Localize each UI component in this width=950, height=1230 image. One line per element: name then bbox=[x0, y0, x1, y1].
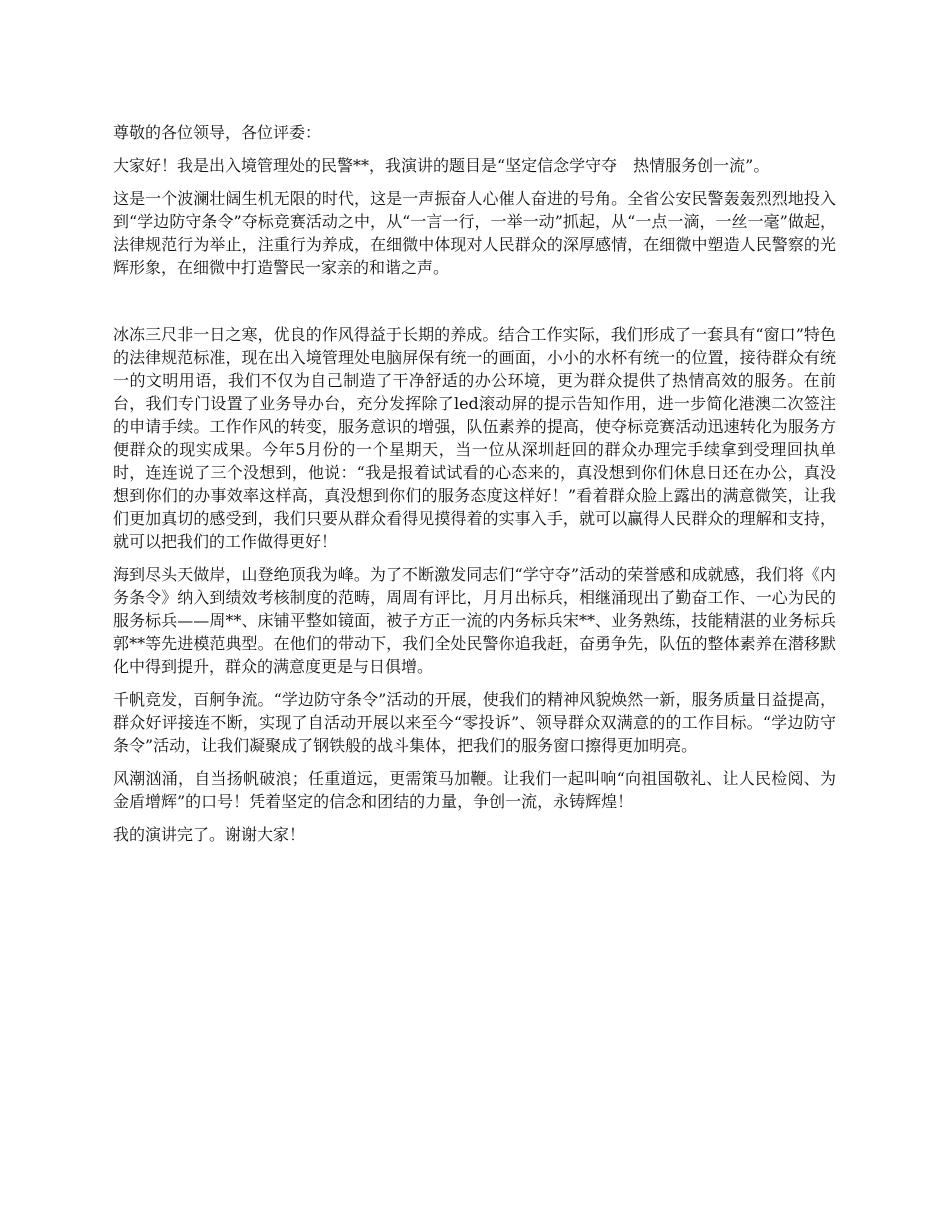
salutation-paragraph: 尊敬的各位领导，各位评委： bbox=[113, 123, 322, 142]
closing-paragraph: 我的演讲完了。谢谢大家！ bbox=[113, 825, 306, 844]
body-paragraph: 千帆竞发，百舸争流。“学边防守条令”活动的开展，使我们的精神风貌焕然一新，服务质量日益提高，群众好评接连不断，实现了自活动开展以来至今“零投诉”、领导群众双满意的的工作目标。“学边防守条令”活动，让我们凝聚成了钢铁般的战斗集体，把我们的服务窗口擦得更加明亮。 bbox=[113, 690, 836, 755]
body-paragraph: 海到尽头天做岸，山登绝顶我为峰。为了不断激发同志们“学守夺”活动的荣誉感和成就感，我们将《内务条令》纳入到绩效考核制度的范畴，周周有评比，月月出标兵，相继涌现出了勤奋工作、一心为民的服务标兵——周**、床铺平整如镜面，被子方正一流的内务标兵宋**、业务熟练，技能精湛的业务标兵郭**等先进模范典型。在他们的带动下，我们全处民警你追我赶，奋勇争先，队伍的整体素养在潜移默化中得到提升，群众的满意度更是与日俱增。 bbox=[113, 565, 836, 676]
body-paragraph: 这是一个波澜壮阔生机无限的时代，这是一声振奋人心催人奋进的号角。全省公安民警轰轰烈烈地投入到“学边防守条令”夺标竞赛活动之中，从“一言一行，一举一动”抓起，从“一点一滴，一丝一毫”做起，法律规范行为举止，注重行为养成，在细微中体现对人民群众的深厚感情，在细微中塑造人民警察的光辉形象，在细微中打造警民一家亲的和谐之声。 bbox=[113, 189, 836, 277]
document-page bbox=[113, 121, 836, 856]
body-paragraph: 风潮汹涌，自当扬帆破浪；任重道远，更需策马加鞭。让我们一起叫响“向祖国敬礼、让人民检阅、为金盾增辉”的口号！凭着坚定的信念和团结的力量，争创一流，永铸辉煌！ bbox=[113, 769, 836, 811]
body-paragraph: 冰冻三尺非一日之寒，优良的作风得益于长期的养成。结合工作实际，我们形成了一套具有“窗口”特色的法律规范标准，现在出入境管理处电脑屏保有统一的画面，小小的水杯有统一的位置，接待群众有统一的文明用语，我们不仅为自己制造了干净舒适的办公环境，更为群众提供了热情高效的服务。在前台，我们专门设置了业务导办台，充分发挥除了led滚动屏的提示告知作用，进一步简化港澳二次签注的申请手续。工作作风的转变，服务意识的增强，队伍素养的提高，使夺标竞赛活动迅速转化为服务方便群众的现实成果。今年5月份的一个星期天，当一位从深圳赶回的群众办理完手续拿到受理回执单时，连连说了三个没想到，他说：“我是报着试试看的心态来的，真没想到你们休息日还在办公，真没想到你们的办事效率这样高，真没想到你们的服务态度这样好！”看着群众脸上露出的满意微笑，让我们更加真切的感受到，我们只要从群众看得见摸得着的实事入手，就可以赢得人民群众的理解和支持，就可以把我们的工作做得更好！ bbox=[113, 325, 836, 551]
intro-paragraph: 大家好！我是出入境管理处的民警**，我演讲的题目是“坚定信念学守夺 热情服务创一流”。 bbox=[113, 156, 770, 175]
